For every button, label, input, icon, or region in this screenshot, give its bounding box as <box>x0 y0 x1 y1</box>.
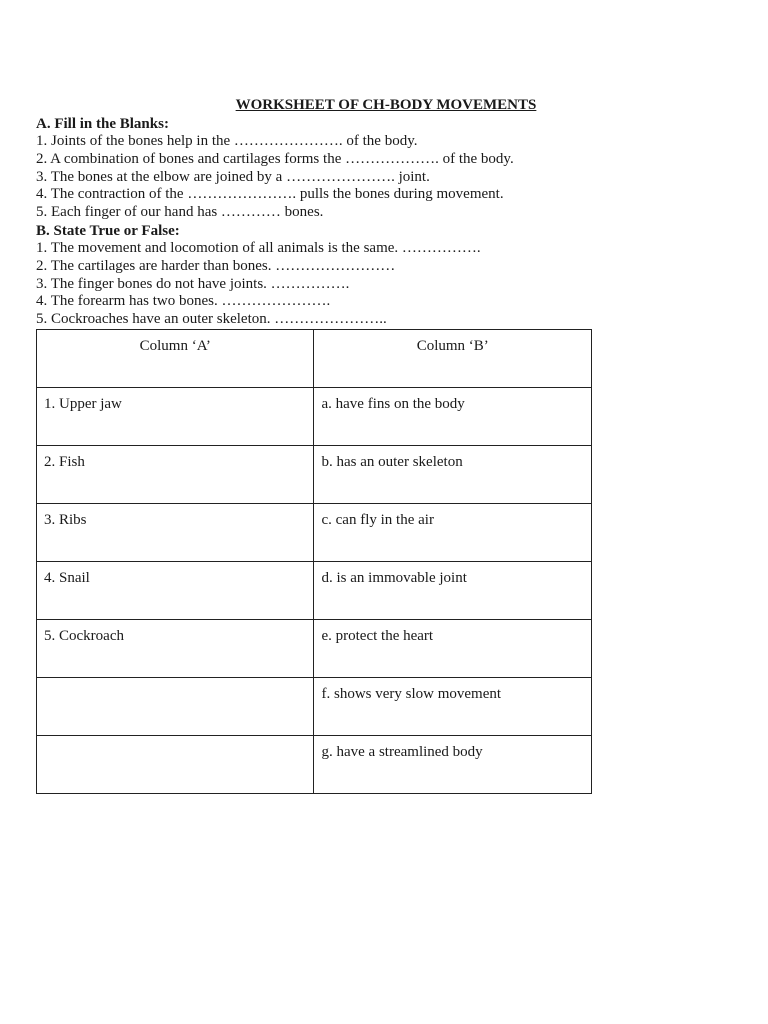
question-item: 2. A combination of bones and cartilages forms the ………………. of the body. <box>36 150 514 167</box>
match-table <box>36 329 592 794</box>
question-item: 2. The cartilages are harder than bones. …………………… <box>36 257 396 274</box>
question-item: 1. The movement and locomotion of all animals is the same. ……………. <box>36 239 481 256</box>
question-item: 1. Joints of the bones help in the …………………. of the body. <box>36 133 418 149</box>
section-fill-blanks <box>36 115 596 222</box>
table-header-row <box>37 329 592 387</box>
page-title: WORKSHEET OF CH-BODY MOVEMENTS <box>235 97 537 113</box>
column-b-cell: a. have fins on the body <box>314 387 592 445</box>
question-item: 3. The finger bones do not have joints. ……………. <box>36 275 350 292</box>
column-b-cell: g. have a streamlined body <box>314 735 592 793</box>
column-a-header: Column ‘A’ <box>37 329 314 387</box>
column-a-cell <box>37 677 314 735</box>
column-b-cell: f. shows very slow movement <box>314 677 592 735</box>
table-row <box>37 561 592 619</box>
question-item: 4. The contraction of the …………………. pulls the bones during movement. <box>36 186 504 203</box>
column-b-header: Column ‘B’ <box>314 329 592 387</box>
table-row <box>37 445 592 503</box>
column-a-cell: 2. Fish <box>37 445 314 503</box>
section-heading: A. Fill in the Blanks: <box>36 116 169 132</box>
column-a-cell: 4. Snail <box>37 561 314 619</box>
column-b-cell: b. has an outer skeleton <box>314 445 592 503</box>
worksheet-page <box>36 96 596 794</box>
column-b-cell: c. can fly in the air <box>314 503 592 561</box>
section-heading: B. State True or False: <box>36 222 180 239</box>
table-row <box>37 387 592 445</box>
column-a-cell: 5. Cockroach <box>37 619 314 677</box>
section-true-false <box>36 222 596 329</box>
question-item: 4. The forearm has two bones. …………………. <box>36 293 331 310</box>
table-row <box>37 677 592 735</box>
column-a-cell: 1. Upper jaw <box>37 387 314 445</box>
question-item: 5. Cockroaches have an outer skeleton. ………………….. <box>36 311 387 328</box>
column-a-cell <box>37 735 314 793</box>
question-item: 3. The bones at the elbow are joined by a …………………. joint. <box>36 168 430 185</box>
column-b-cell: e. protect the heart <box>314 619 592 677</box>
column-a-cell: 3. Ribs <box>37 503 314 561</box>
table-row <box>37 619 592 677</box>
question-item: 5. Each finger of our hand has ………… bones. <box>36 204 324 221</box>
table-row <box>37 735 592 793</box>
table-row <box>37 503 592 561</box>
column-b-cell: d. is an immovable joint <box>314 561 592 619</box>
